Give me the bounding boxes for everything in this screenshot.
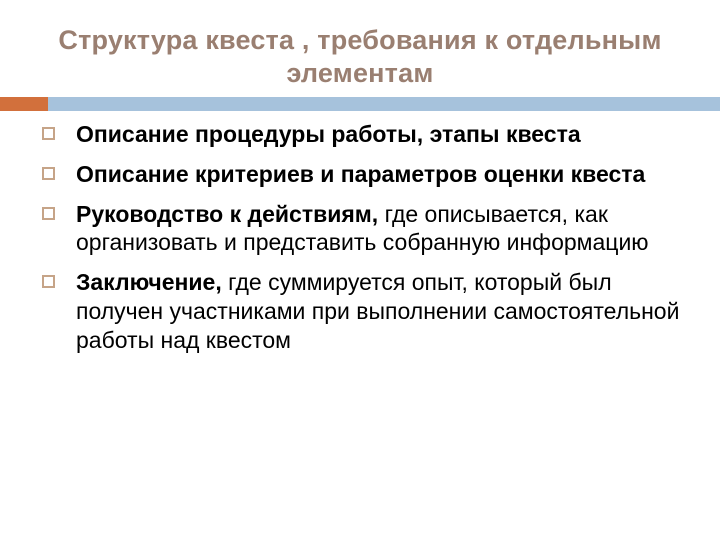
title-divider [0,97,720,111]
list-item [34,160,694,189]
list-item-bold-text: Заключение, [76,269,222,295]
title-block [0,0,720,90]
bullet-list [34,120,694,354]
list-item-rest-text: где суммируется опыт, который был получен участниками при выполнении самостоятельной работы над квестом [76,269,680,353]
list-item [34,200,694,258]
divider-accent-right [48,97,720,111]
list-item-bold-text: Описание критериев и параметров оценки квеста [76,160,646,187]
square-bullet-icon [42,167,55,180]
divider-accent-left [0,97,48,111]
list-item-rest-text: где описывается, как организовать и представить собранную информацию [76,200,649,256]
square-bullet-icon [42,275,55,288]
page-title: Структура квеста , требования к отдельным элементам [58,25,662,88]
list-item [34,120,694,149]
square-bullet-icon [42,207,55,220]
content-body [0,120,720,365]
list-item-bold-text: Описание процедуры работы, этапы квеста [76,121,581,147]
square-bullet-icon [42,127,55,140]
list-item-bold-text: Руководство к действиям, [76,200,379,227]
list-item [34,268,694,354]
